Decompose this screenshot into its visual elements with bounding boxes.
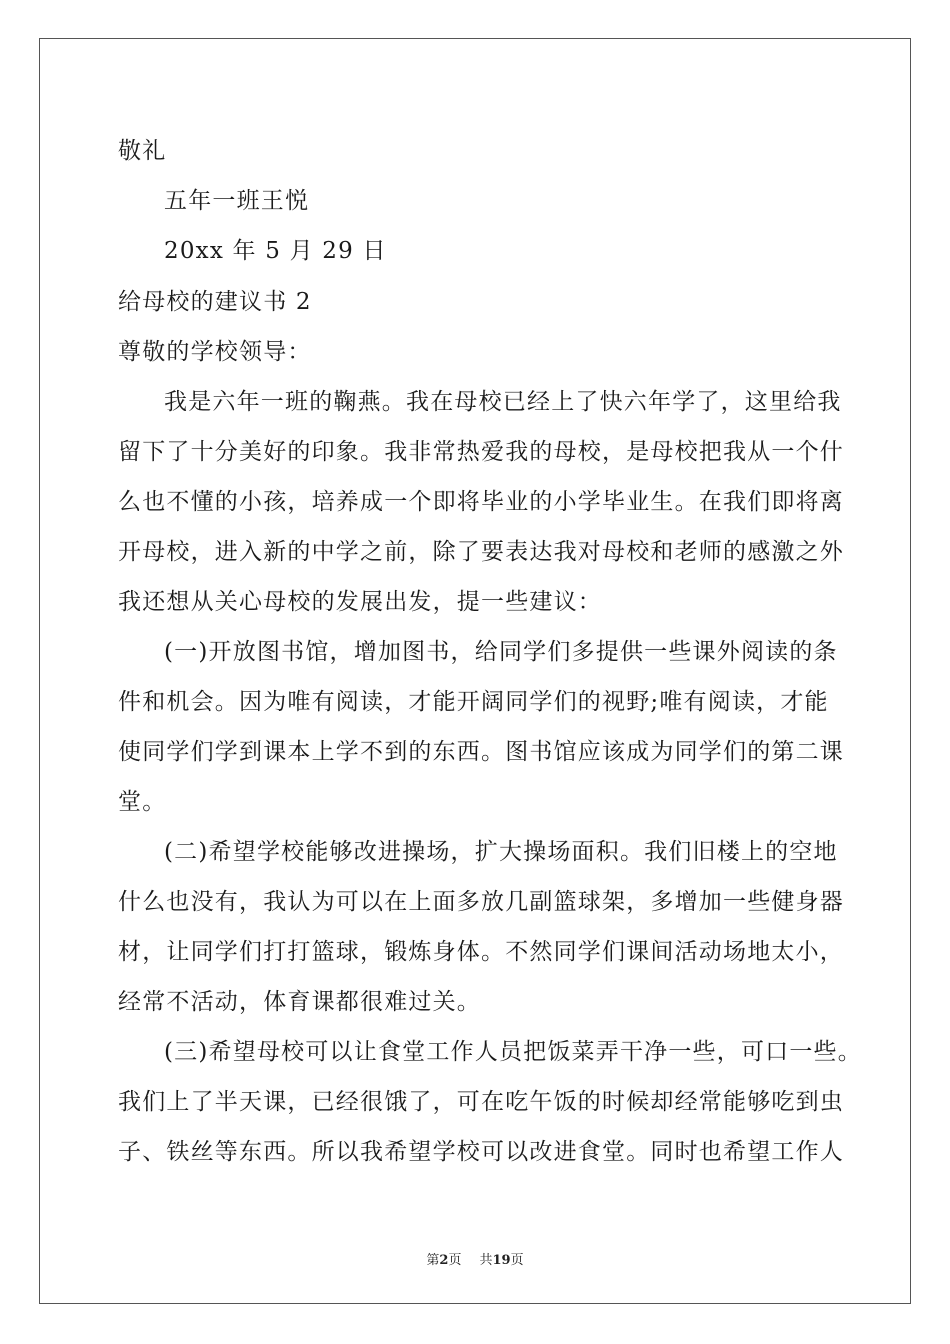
paragraph-line: 留下了十分美好的印象。我非常热爱我的母校，是母校把我从一个什 [118, 439, 844, 465]
paragraph-line: (一)开放图书馆，增加图书，给同学们多提供一些课外阅读的条 [164, 639, 838, 665]
signature-name: 五年一班王悦 [164, 188, 310, 214]
page-footer [0, 1249, 950, 1268]
paragraph-line: 开母校，进入新的中学之前，除了要表达我对母校和老师的感激之外 [118, 539, 844, 565]
paragraph-line: 堂。 [118, 789, 167, 815]
paragraph-line: (二)希望学校能够改进操场，扩大操场面积。我们旧楼上的空地 [164, 839, 838, 865]
section-title: 给母校的建议书 2 [118, 289, 312, 315]
paragraph-line: 子、铁丝等东西。所以我希望学校可以改进食堂。同时也希望工作人 [118, 1139, 844, 1165]
paragraph-line: 件和机会。因为唯有阅读，才能开阔同学们的视野;唯有阅读，才能 [118, 689, 829, 715]
paragraph-line: 我们上了半天课，已经很饿了，可在吃午饭的时候却经常能够吃到虫 [118, 1089, 844, 1115]
closing-salutation: 敬礼 [118, 138, 167, 164]
paragraph-line: 使同学们学到课本上学不到的东西。图书馆应该成为同学们的第二课 [118, 739, 844, 765]
paragraph-line: 经常不活动，体育课都很难过关。 [118, 989, 481, 1015]
signature-date: 20xx 年 5 月 29 日 [164, 238, 387, 264]
paragraph-line: 材，让同学们打打篮球，锻炼身体。不然同学们课间活动场地太小， [118, 939, 844, 965]
paragraph-line: 么也不懂的小孩，培养成一个即将毕业的小学毕业生。在我们即将离 [118, 489, 844, 515]
paragraph-line: 什么也没有，我认为可以在上面多放几副篮球架，多增加一些健身器 [118, 889, 844, 915]
paragraph-line: 我还想从关心母校的发展出发，提一些建议： [118, 589, 602, 615]
page-indicator: 第2页 [426, 1253, 462, 1268]
paragraph-line: 我是六年一班的鞠燕。我在母校已经上了快六年学了，这里给我 [164, 389, 842, 415]
letter-greeting: 尊敬的学校领导： [118, 339, 312, 365]
paragraph-line: (三)希望母校可以让食堂工作人员把饭菜弄干净一些，可口一些。 [164, 1039, 862, 1065]
total-pages-indicator: 共19页 [479, 1253, 524, 1268]
